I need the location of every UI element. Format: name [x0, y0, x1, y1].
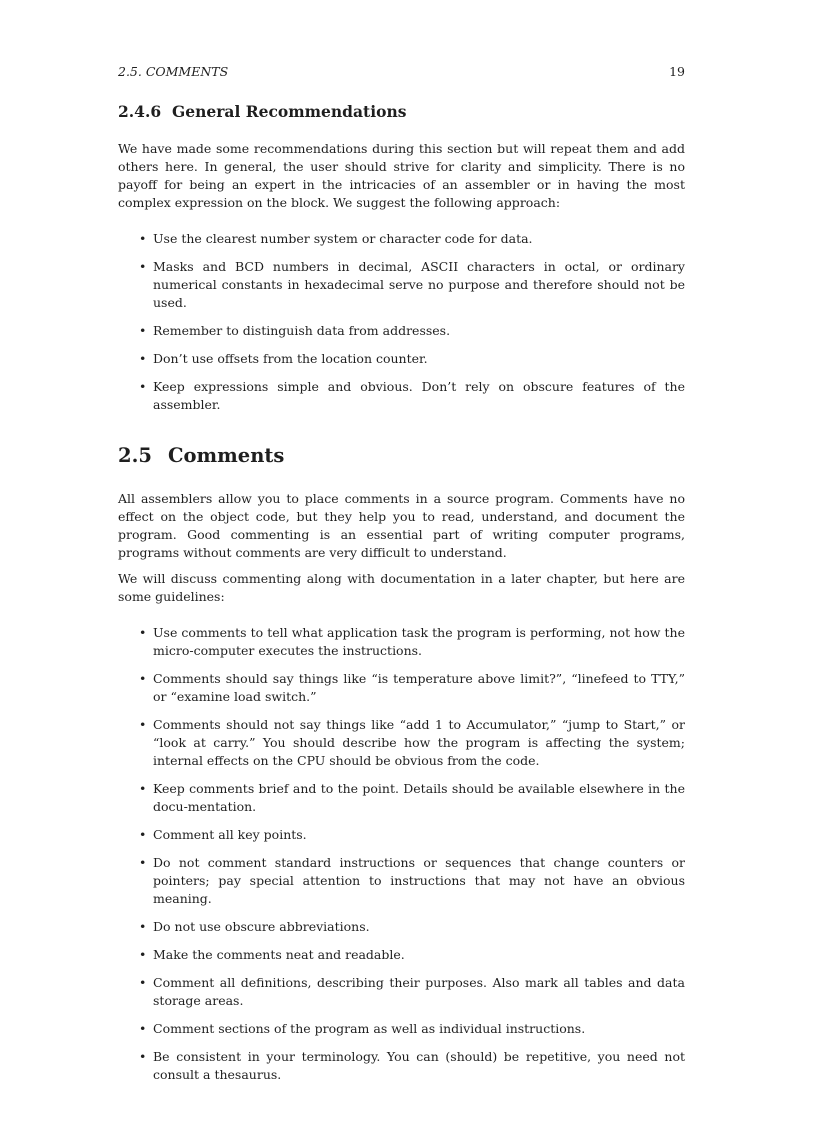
list-item: • Do not comment standard instructions or sequences that change counters or pointers; pay special attention to instructions that may not have an obvious meaning. — [139, 855, 685, 906]
section-paragraph: All assemblers allow you to place comments in a source program. Comments have no effect on the object code, but they help you to read, understand, and document the program. Good commenting is an essential part of writing computer programs, programs without comments are very difficult to understand. — [118, 491, 685, 560]
list-item: • Make the comments neat and readable. — [139, 947, 405, 962]
subsection-title: General Recommendations — [172, 102, 407, 121]
list-item: • Comment all key points. — [139, 827, 307, 842]
running-header — [118, 62, 685, 82]
list-item: • Remember to distinguish data from addresses. — [139, 323, 451, 338]
bullet-icon: • — [139, 919, 147, 934]
bullet-icon: • — [139, 379, 147, 394]
subsection-heading — [118, 102, 685, 122]
bullet-icon: • — [139, 1049, 147, 1064]
bullet-icon: • — [139, 855, 147, 870]
section-paragraph: We will discuss commenting along with documentation in a later chapter, but here are some guidelines: — [118, 571, 685, 604]
list-item: • Be consistent in your terminology. You can (should) be repetitive, you need not consult a thesaurus. — [139, 1049, 685, 1082]
bullet-icon: • — [139, 351, 147, 366]
section-number: 2.5 — [118, 444, 152, 467]
section-title: Comments — [168, 444, 285, 467]
bullet-icon: • — [139, 625, 147, 640]
list-item: • Do not use obscure abbreviations. — [139, 919, 370, 934]
bullet-icon: • — [139, 231, 147, 246]
list-item: • Use the clearest number system or character code for data. — [139, 231, 533, 246]
bullet-icon: • — [139, 781, 147, 796]
subsection-number: 2.4.6 — [118, 102, 162, 121]
guidelines-list — [118, 624, 685, 1084]
page-number: 19 — [669, 64, 685, 79]
running-header-section: 2.5. COMMENTS — [118, 64, 229, 79]
list-item: • Use comments to tell what application task the program is performing, not how the micro-computer executes the instructions. — [139, 625, 685, 658]
bullet-icon: • — [139, 827, 147, 842]
bullet-icon: • — [139, 1021, 147, 1036]
list-item: • Masks and BCD numbers in decimal, ASCII characters in octal, or ordinary numerical constants in hexadecimal serve no purpose and therefore should not be used. — [139, 259, 685, 310]
list-item: • Comments should say things like “is temperature above limit?”, “linefeed to TTY,” or “examine load switch.” — [139, 671, 685, 704]
list-item: • Don’t use offsets from the location counter. — [139, 351, 428, 366]
bullet-icon: • — [139, 717, 147, 732]
list-item: • Comments should not say things like “add 1 to Accumulator,” “jump to Start,” or “look at carry.” You should describe how the program is affecting the system; internal effects on the CPU should be obvious from the code. — [139, 717, 685, 768]
bullet-icon: • — [139, 259, 147, 274]
bullet-icon: • — [139, 947, 147, 962]
bullet-icon: • — [139, 975, 147, 990]
list-item: • Keep expressions simple and obvious. Don’t rely on obscure features of the assembler. — [139, 379, 685, 412]
list-item: • Comment sections of the program as well as individual instructions. — [139, 1021, 586, 1036]
document-page — [118, 62, 685, 1094]
bullet-icon: • — [139, 323, 147, 338]
subsection-intro: We have made some recommendations during this section but will repeat them and add others here. In general, the user should strive for clarity and simplicity. There is no payoff for being an expert in the intricacies of an assembler or in having the most complex expression on the block. We suggest the following approach: — [118, 141, 685, 210]
bullet-icon: • — [139, 671, 147, 686]
section-heading — [118, 444, 685, 468]
list-item: • Comment all definitions, describing their purposes. Also mark all tables and data storage areas. — [139, 975, 685, 1008]
list-item: • Keep comments brief and to the point. Details should be available elsewhere in the docu-mentation. — [139, 781, 685, 814]
recommendations-list — [118, 230, 685, 414]
